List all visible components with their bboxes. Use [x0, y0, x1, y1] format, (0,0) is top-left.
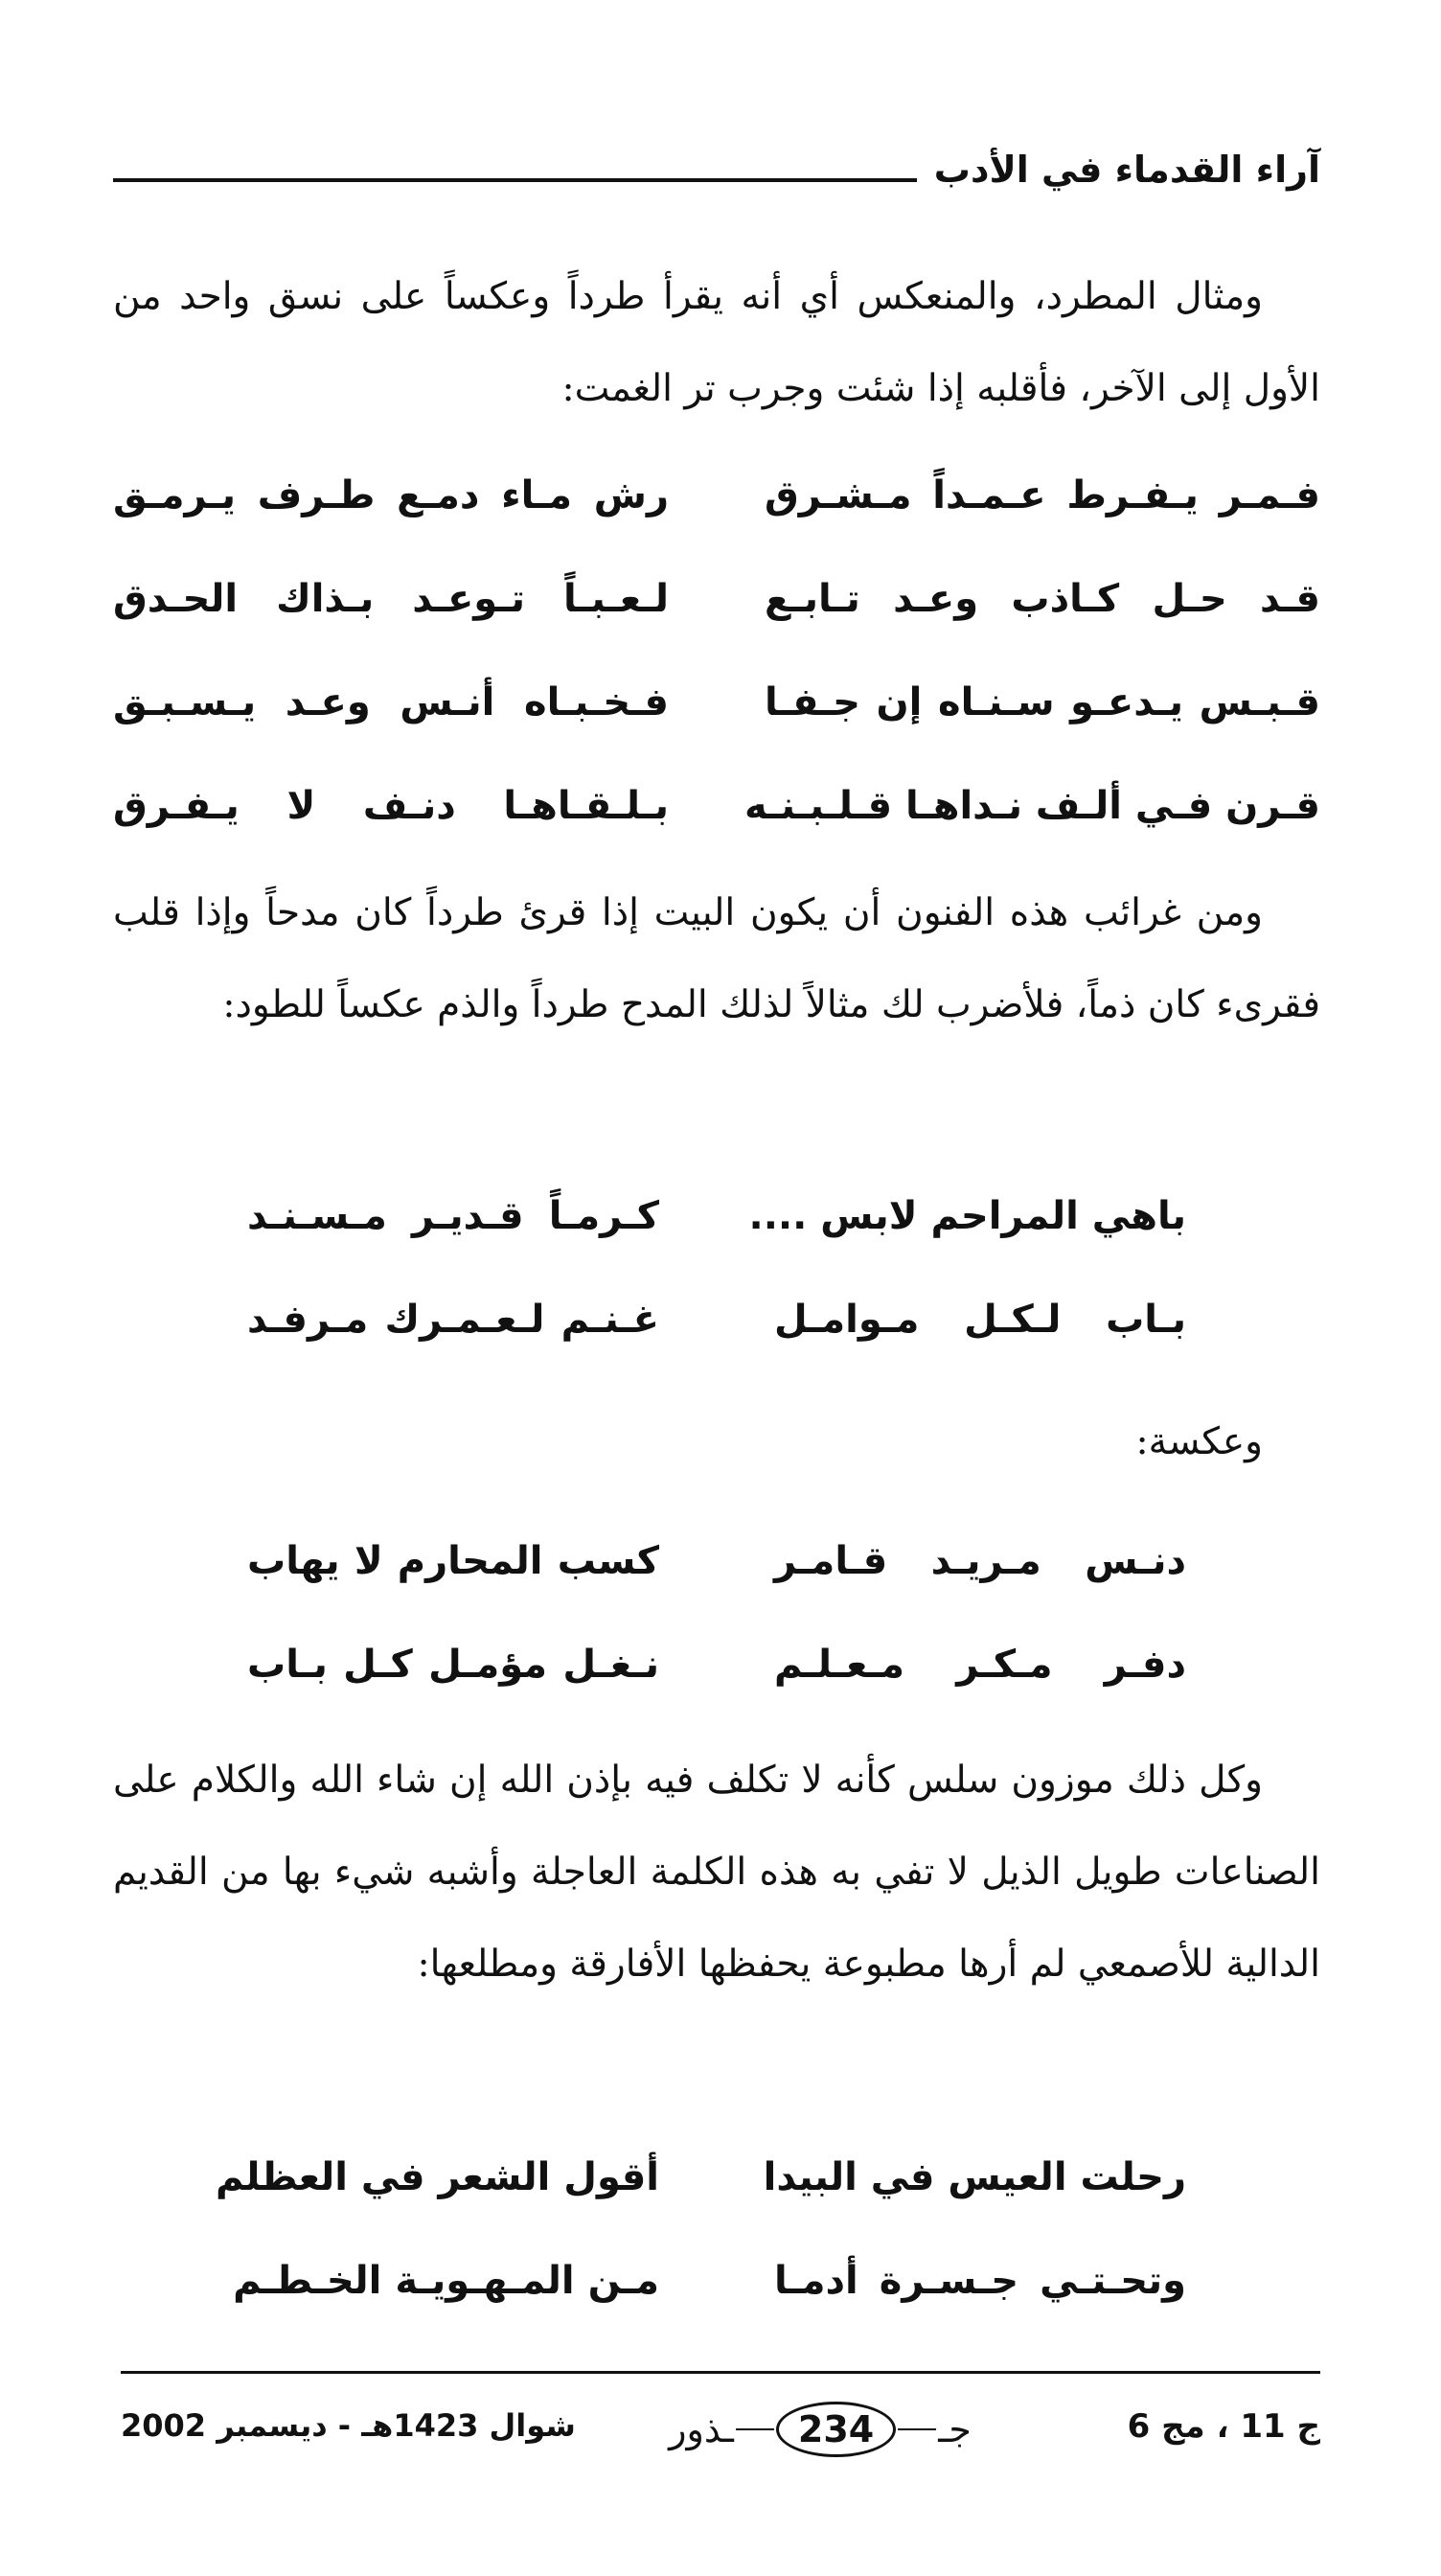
verse-first-hemistich: باهي المراحم لابس .... — [748, 1194, 1186, 1238]
verse-second-hemistich: نـغـل مؤمـل كـل بـاب — [247, 1643, 659, 1687]
verse-first-hemistich: وتحـتـي جـسـرة أدمـا — [774, 2259, 1186, 2303]
volume-info: ج 11 ، مج 6 — [1127, 2407, 1320, 2446]
verse-row — [113, 1268, 1320, 1371]
verse-first-hemistich: دفـر مـكـر مـعـلـم — [774, 1643, 1186, 1687]
verse-second-hemistich: كـرمـاً قـديـر مـسـنـد — [247, 1194, 659, 1238]
header-title: آراء القدماء في الأدب — [933, 149, 1320, 191]
footer-rule — [121, 2371, 1320, 2374]
verse-row — [113, 547, 1320, 651]
paragraph-2 — [113, 867, 1320, 1051]
verse-row — [113, 651, 1320, 754]
paragraph-1 — [113, 251, 1320, 435]
verse-block-3 — [113, 1509, 1320, 1716]
verse-first-hemistich: رحلت العيس في البيدا — [763, 2155, 1186, 2199]
paragraph-2-text: ومن غرائب هذه الفنون أن يكون البيت إذا قرئ طرداً كان مدحاً وإذا قلب فقرىء كان ذماً، فلأضرب لك مثالاً لذلك المدح طرداً والذم عكساً للطود: — [113, 891, 1320, 1026]
verse-row — [113, 2229, 1320, 2333]
issue-date: شوال 1423هـ - ديسمبر 2002 — [121, 2407, 576, 2444]
journal-name — [657, 2396, 983, 2463]
verse-second-hemistich: غـنـم لـعـمـرك مـرفـد — [247, 1298, 659, 1342]
verse-first-hemistich: قـد حـل كـاذب وعـد تـابـع — [765, 577, 1320, 621]
verse-block-4 — [113, 2126, 1320, 2333]
verse-row — [113, 1509, 1320, 1613]
verse-first-hemistich: قـبـس يـدعـو سـنـاه إن جـفـا — [765, 680, 1320, 724]
verse-block-1 — [113, 444, 1320, 858]
verse-row — [113, 2126, 1320, 2229]
journal-name-start: جـ — [938, 2408, 972, 2450]
verse-second-hemistich: فـخـبـاه أنـس وعـد يـسـبـق — [113, 680, 669, 724]
journal-name-end: ـذور — [669, 2408, 734, 2450]
verse-second-hemistich: كسب المحارم لا يهاب — [247, 1539, 659, 1583]
verse-first-hemistich: دنـس مـريـد قـامـر — [774, 1539, 1186, 1583]
verse-second-hemistich: أقول الشعر في العظلم — [216, 2155, 659, 2199]
page-number: 234 — [776, 2402, 896, 2457]
verse-second-hemistich: مـن المـهـويـة الخـطـم — [233, 2259, 659, 2303]
verse-second-hemistich: بـلـقـاهـا دنـف لا يـفـرق — [113, 784, 669, 828]
verse-row — [113, 444, 1320, 547]
journal-dash — [736, 2428, 774, 2430]
paragraph-3-text: وكل ذلك موزون سلس كأنه لا تكلف فيه بإذن الله إن شاء الله والكلام على الصناعات طويل الذيل لا تفي به هذه الكلمة العاجلة وأشبه شيء بها من القديم الدالية للأصمعي لم أرها مطبوعة يحفظها الأفارقة ومطلعها: — [113, 1759, 1320, 1986]
journal-dash — [898, 2428, 936, 2430]
verse-block-2 — [113, 1164, 1320, 1371]
running-header — [113, 130, 1320, 191]
verse-second-hemistich: لـعـبـاً تـوعـد بـذاك الحـدق — [113, 577, 669, 621]
verse-row — [113, 1613, 1320, 1716]
header-rule — [113, 178, 917, 182]
verse-row — [113, 754, 1320, 858]
verse-first-hemistich: قـرن فـي ألـف نـداهـا قـلـبـنـه — [743, 784, 1320, 828]
verse-first-hemistich: بـاب لـكـل مـوامـل — [774, 1298, 1186, 1342]
verse-first-hemistich: فـمـر يـفـرط عـمـداً مـشـرق — [765, 473, 1320, 518]
reverse-label: وعكسة: — [1135, 1420, 1263, 1463]
page-footer — [121, 2396, 1320, 2472]
paragraph-3 — [113, 1735, 1320, 2011]
verse-row — [113, 1164, 1320, 1268]
verse-second-hemistich: رش مـاء دمـع طـرف يـرمـق — [113, 473, 669, 518]
paragraph-1-text: ومثال المطرد، والمنعكس أي أنه يقرأ طرداً وعكساً على نسق واحد من الأول إلى الآخر، فأقلبه إذا شئت وجرب تر الغمت: — [113, 275, 1320, 410]
